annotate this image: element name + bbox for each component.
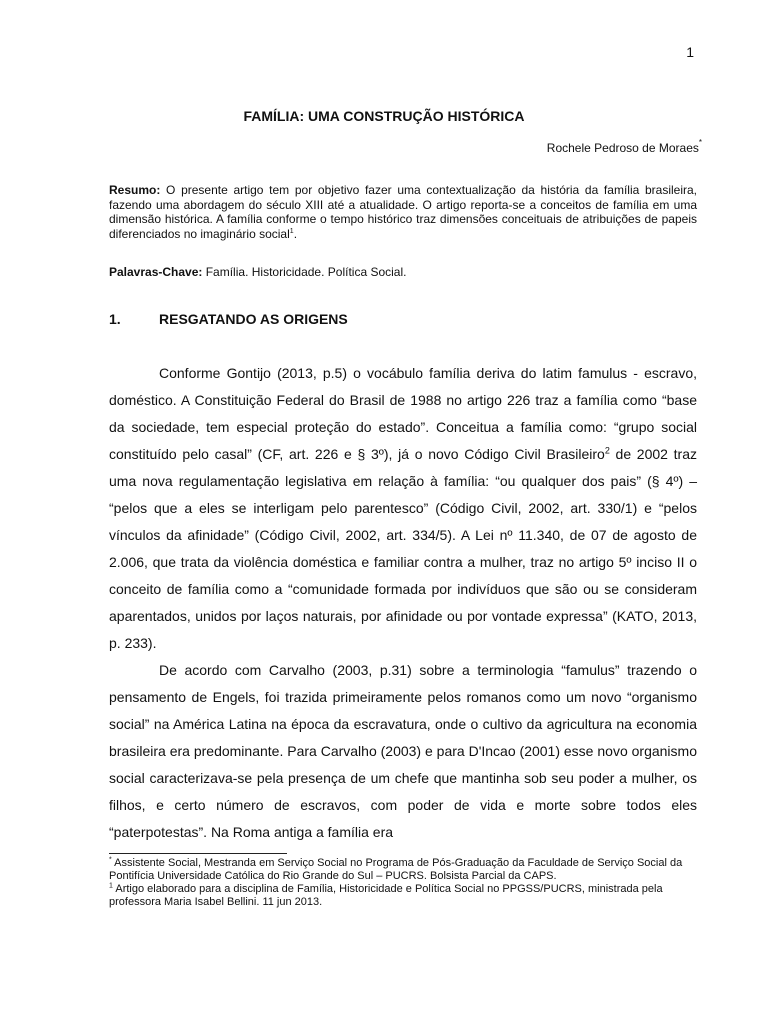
paragraph-1-footnote-mark: 2 [604,445,610,456]
footnote-1-text: Artigo elaborado para a disciplina de Família, Historicidade e Política Social no PPGSS/PUCRS, ministrada pela professora Maria Isabel Bellini. 11 jun 2013. [109,883,663,908]
footnotes [109,857,709,909]
paragraph-1 [109,360,697,657]
keywords [109,265,406,279]
paragraph-2: De acordo com Carvalho (2003, p.31) sobre a terminologia “famulus” trazendo o pensamento de Engels, foi trazida primeiramente pelos romanos como um novo “organismo social” na América Latina na época da escravatura, onde o cultivo da agricultura na economia brasileira era predominante. Para Carvalho (2003) e para D'Incao (2001) esse novo organismo social caracterizava-se pela presença de um chefe que mantinha sob seu poder a mulher, os filhos, e certo número de escravos, com poder de vida e morte sobre todos eles “paterpotestas”. Na Roma antiga a família era [109,662,697,840]
footnote-author [109,857,709,883]
author-line [547,140,702,155]
section-title: RESGATANDO AS ORIGENS [159,311,348,327]
author-name: Rochele Pedroso de Moraes [546,141,699,155]
keywords-text: Família. Historicidade. Política Social. [202,265,407,279]
page-number: 1 [686,44,694,60]
abstract-label: Resumo: [109,183,161,197]
section-number: 1. [109,311,121,327]
footnote-1-mark: 1 [109,882,113,890]
abstract [109,183,697,241]
footnote-author-mark: * [109,856,112,864]
abstract-footnote-mark: 1 [289,227,294,235]
keywords-label: Palavras-Chave: [109,265,203,279]
footnote-author-text: Assistente Social, Mestranda em Serviço Social no Programa de Pós-Graduação da Faculdade de Serviço Social da Pontifícia Universidade Católica do Rio Grande do Sul – PUCRS. Bolsista Parcial da CAPS. [109,857,683,882]
abstract-end: . [293,226,298,241]
author-footnote-mark: * [698,138,702,147]
footnote-1 [109,883,709,909]
section-heading [109,311,348,327]
footnote-rule [109,853,287,854]
paragraph-1-part-b: de 2002 traz uma nova regulamentação legislativa em relação à família: “ou qualquer dos pais” (§ 4º) – “pelos que a eles se interligam pelo parentesco” (Código Civil, 2002, art. 330/1) e “pelos vínculos da afinidade” (Código Civil, 2002, art. 334/5). A Lei nº 11.340, de 07 de agosto de 2.006, que trata da violência doméstica e familiar contra a mulher, traz no artigo 5º inciso II o conceito de família como a “comunidade formada por indivíduos que são ou se consideram aparentados, unidos por laços naturais, por afinidade ou por vontade expressa” (KATO, 2013, p. 233). [109,446,697,651]
paragraph-1-part-a: Conforme Gontijo (2013, p.5) o vocábulo família deriva do latim famulus - escravo, doméstico. A Constituição Federal do Brasil de 1988 no artigo 226 traz a família como “base da sociedade, tem especial proteção do estado”. Conceitua a família como: “grupo social constituído pelo casal” (CF, art. 226 e § 3º), já o novo Código Civil Brasileiro [109,365,697,462]
paper-title: FAMÍLIA: UMA CONSTRUÇÃO HISTÓRICA [243,108,525,124]
abstract-text: O presente artigo tem por objetivo fazer uma contextualização da história da família brasileira, fazendo uma abordagem do século XIII até a atualidade. O artigo reporta-se a conceitos de família em uma dimensão histórica. A família conforme o tempo histórico traz dimensões conceituais de atribuições de papeis diferenciados no imaginário social [109,183,697,241]
body-text [109,360,697,846]
